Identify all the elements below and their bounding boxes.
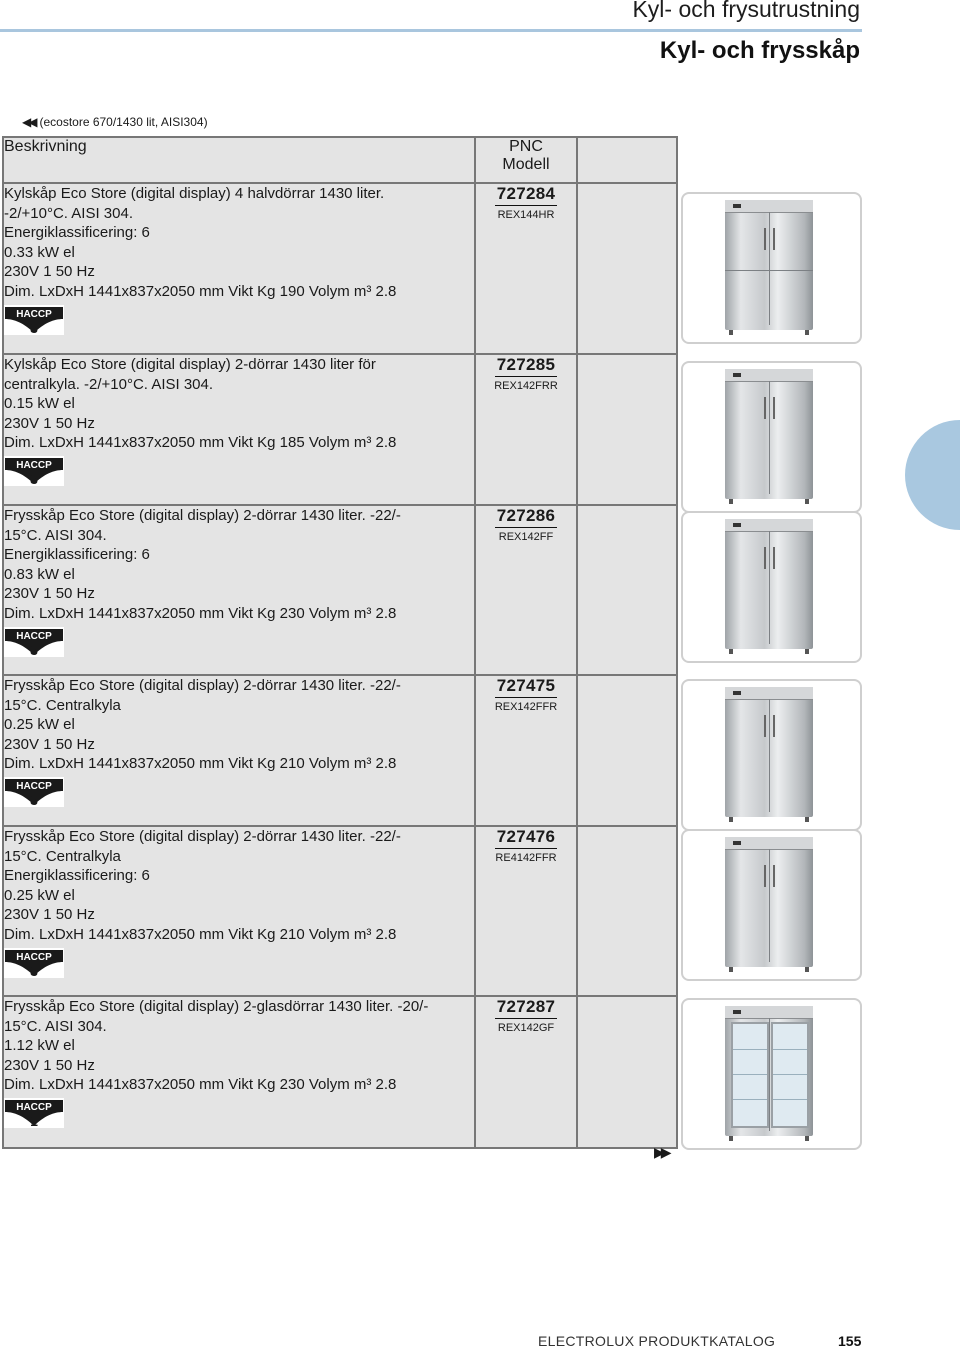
pnc-number: 727476 [495,827,558,849]
section-title: Kyl- och frysutrustning [632,0,860,22]
pnc-number: 727475 [495,676,558,698]
model-code: REX142GF [497,1022,555,1034]
haccp-label: HACCP [16,1101,52,1113]
header-divider [0,29,862,32]
pnc-cell [475,996,577,1148]
table-row [3,996,677,1148]
pnc-cell [475,826,577,996]
haccp-label: HACCP [16,630,52,642]
product-photo [681,361,862,513]
product-description-cell [3,675,475,826]
model-header-label: Modell [502,156,550,173]
haccp-badge-icon [4,456,64,492]
page-number: 155 [838,1333,862,1349]
product-photo [681,829,862,981]
haccp-class: 1 [30,1112,38,1128]
double-left-arrow-icon: ◀◀ [22,115,35,129]
refrigerator-cabinet-icon [725,1006,813,1136]
refrigerator-cabinet-icon [725,837,813,967]
product-description: Frysskåp Eco Store (digital display) 2-dörrar 1430 liter. -22/- 15°C. AISI 304. Energiklassificering: 6 0.83 kW el 230V 1 50 Hz Dim. LxDxH 1441x837x2050 mm Vikt Kg 230 Volym m³ 2.8 [4,507,401,622]
refrigerator-cabinet-icon [725,200,813,330]
pnc-number: 727287 [495,997,558,1019]
back-link[interactable] [22,115,208,129]
column-header-description: Beskrivning [3,137,475,183]
table-row [3,675,677,826]
product-description: Frysskåp Eco Store (digital display) 2-dörrar 1430 liter. -22/- 15°C. Centralkyla 0.25 kW el 230V 1 50 Hz Dim. LxDxH 1441x837x2050 mm Vikt Kg 210 Volym m³ 2.8 [4,677,401,773]
haccp-label: HACCP [16,459,52,471]
table-header-row [3,137,677,183]
product-photo [681,679,862,831]
footer-brand: ELECTROLUX PRODUKTKATALOG [538,1333,776,1349]
pnc-cell [475,675,577,826]
pnc-number: 727284 [495,184,558,206]
haccp-badge-icon [4,305,64,341]
double-right-arrow-icon[interactable]: ▶▶ [654,1144,668,1160]
haccp-badge-icon [4,777,64,813]
haccp-class: 3 [30,962,38,978]
haccp-class: 3 [30,641,38,657]
model-code: REX144HR [497,209,555,221]
model-code: REX142FRR [494,380,558,392]
table-row [3,826,677,996]
product-description-cell [3,826,475,996]
product-description: Frysskåp Eco Store (digital display) 2-dörrar 1430 liter. -22/- 15°C. Centralkyla Energiklassificering: 6 0.25 kW el 230V 1 50 Hz Dim. LxDxH 1441x837x2050 mm Vikt Kg 210 Volym m³ 2.8 [4,828,401,943]
product-description-cell [3,183,475,354]
pnc-cell [475,183,577,354]
haccp-badge-icon [4,627,64,663]
haccp-class: 3 [30,470,38,486]
pnc-header-label: PNC [509,138,543,155]
model-code: REX142FF [498,531,554,543]
refrigerator-cabinet-icon [725,369,813,499]
refrigerator-cabinet-icon [725,687,813,817]
table-row [3,183,677,354]
pnc-cell [475,505,577,675]
side-tab-marker [905,420,960,530]
column-header-blank [577,137,677,183]
back-link-label: (ecostore 670/1430 lit, AISI304) [39,115,208,129]
table-row [3,505,677,675]
product-table [2,136,678,1149]
haccp-label: HACCP [16,780,52,792]
refrigerator-cabinet-icon [725,519,813,649]
model-code: REX142FFR [494,701,558,713]
haccp-class: 3 [30,319,38,335]
pnc-number: 727286 [495,506,558,528]
product-photo [681,998,862,1150]
haccp-badge-icon [4,1098,64,1134]
pnc-cell [475,354,577,505]
product-description: Kylskåp Eco Store (digital display) 2-dörrar 1430 liter för centralkyla. -2/+10°C. AISI 304. 0.15 kW el 230V 1 50 Hz Dim. LxDxH 1441x837x2050 mm Vikt Kg 185 Volym m³ 2.8 [4,356,397,452]
pnc-number: 727285 [495,355,558,377]
blank-cell [577,996,677,1148]
blank-cell [577,826,677,996]
haccp-class: 3 [30,791,38,807]
blank-cell [577,675,677,826]
blank-cell [577,354,677,505]
table-row [3,354,677,505]
product-description-cell [3,505,475,675]
haccp-label: HACCP [16,308,52,320]
product-photo [681,192,862,344]
column-header-pnc [475,137,577,183]
product-description-cell [3,354,475,505]
product-description: Frysskåp Eco Store (digital display) 2-glasdörrar 1430 liter. -20/- 15°C. AISI 304. 1.12 kW el 230V 1 50 Hz Dim. LxDxH 1441x837x2050 mm Vikt Kg 230 Volym m³ 2.8 [4,998,429,1094]
page-title: Kyl- och frysskåp [659,37,860,64]
haccp-badge-icon [4,948,64,984]
product-photo [681,511,862,663]
product-description: Kylskåp Eco Store (digital display) 4 halvdörrar 1430 liter. -2/+10°C. AISI 304. Energiklassificering: 6 0.33 kW el 230V 1 50 Hz Dim. LxDxH 1441x837x2050 mm Vikt Kg 190 Volym m³ 2.8 [4,185,397,300]
blank-cell [577,183,677,354]
blank-cell [577,505,677,675]
model-code: RE4142FFR [495,852,557,864]
haccp-label: HACCP [16,951,52,963]
product-description-cell [3,996,475,1148]
